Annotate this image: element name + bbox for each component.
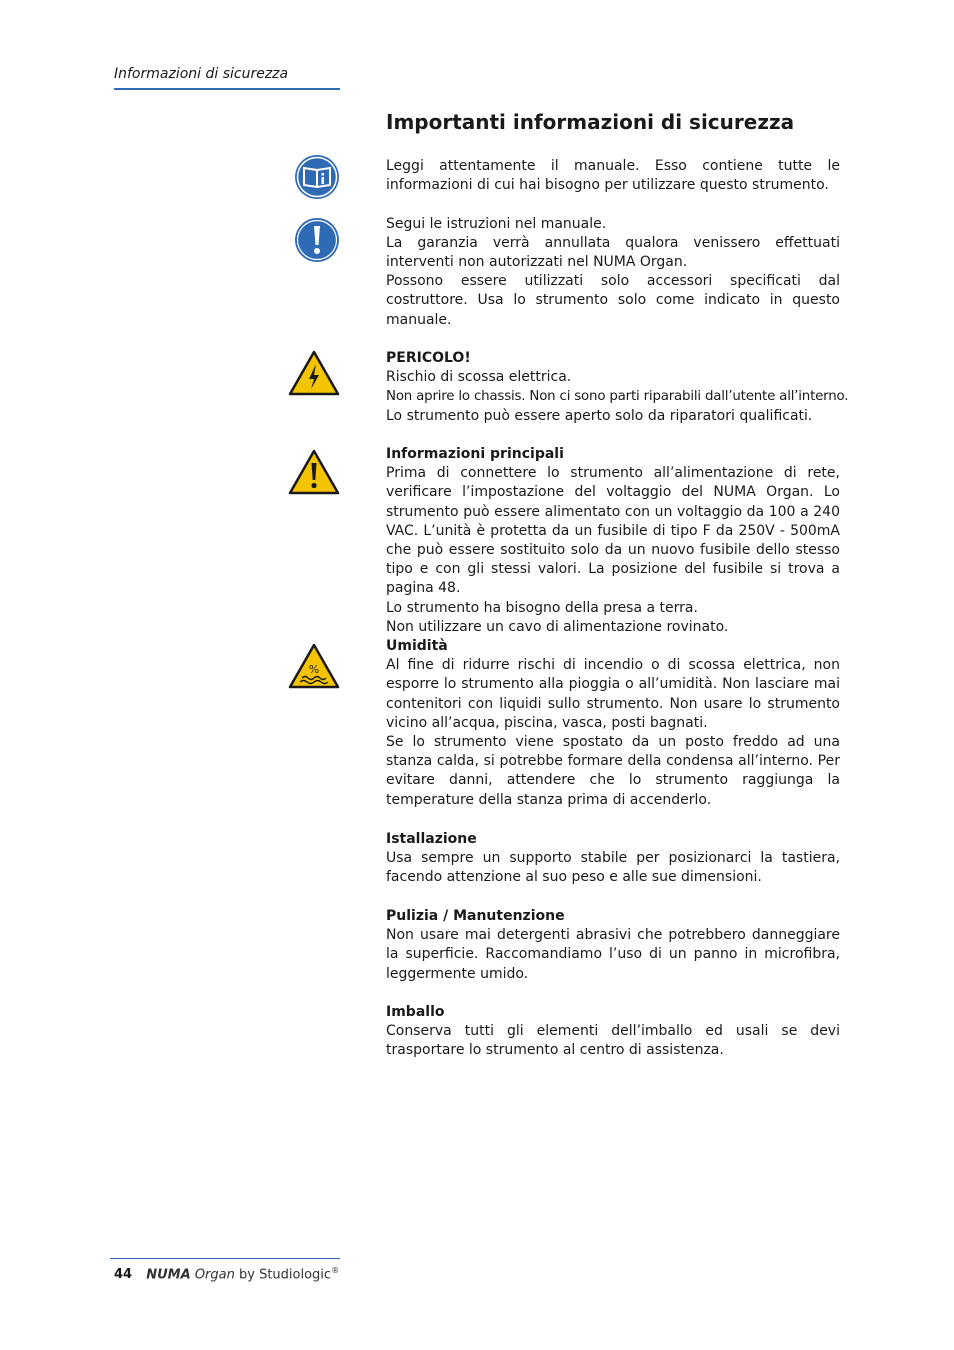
humidity-warning-icon bbox=[288, 643, 340, 689]
main-info-section bbox=[386, 445, 840, 637]
humidity-heading: Umidità bbox=[386, 638, 448, 654]
page-title: Importanti informazioni di sicurezza bbox=[386, 110, 795, 134]
cleaning-section bbox=[386, 907, 840, 984]
packaging-section bbox=[386, 1003, 840, 1061]
footer-divider bbox=[110, 1258, 340, 1259]
footer-by: by Studiologic bbox=[239, 1267, 332, 1283]
section-header: Informazioni di sicurezza bbox=[114, 66, 340, 90]
danger-line: Rischio di scossa elettrica. bbox=[386, 369, 572, 386]
intro-section bbox=[386, 157, 840, 330]
humidity-paragraph: Al fine di ridurre rischi di incendio o di scossa elettrica, non esporre lo strumento alla pioggia o all’umidità. Non lasciare mai contenitori con liquidi sullo strumento. Non usare lo strumento vicino all’acqua, piscina, vasca, posti bagnati. bbox=[386, 657, 840, 731]
danger-line: Non aprire lo chassis. Non ci sono parti riparabili dall’utente all’interno. bbox=[386, 389, 849, 405]
page-footer bbox=[114, 1266, 339, 1282]
main-info-paragraph: Lo strumento ha bisogno della presa a terra. bbox=[386, 599, 698, 616]
registered-mark: ® bbox=[331, 1266, 340, 1275]
humidity-paragraph: Se lo strumento viene spostato da un posto freddo ad una stanza calda, si potrebbe formare della condensa all’interno. Per evitare danni, attendere che lo strumento raggiunga la temperature della stanza prima di accenderlo. bbox=[386, 734, 840, 808]
electric-shock-warning-icon bbox=[288, 350, 340, 396]
intro-paragraph: La garanzia verrà annullata qualora venissero effettuati interventi non autorizzati nel NUMA Organ. bbox=[386, 234, 840, 270]
main-info-heading: Informazioni principali bbox=[386, 446, 564, 462]
packaging-paragraph: Conserva tutti gli elementi dell’imballo ed usali se devi trasportare lo strumento al centro di assistenza. bbox=[386, 1023, 840, 1059]
danger-line: Lo strumento può essere aperto solo da riparatori qualificati. bbox=[386, 407, 813, 424]
intro-paragraph: Segui le istruzioni nel manuale. bbox=[386, 215, 607, 232]
cleaning-heading: Pulizia / Manutenzione bbox=[386, 908, 565, 924]
cleaning-paragraph: Non usare mai detergenti abrasivi che potrebbero danneggiare la superficie. Raccomandiamo l’uso di un panno in microfibra, leggermente umido. bbox=[386, 927, 840, 982]
intro-paragraph: Leggi attentamente il manuale. Esso contiene tutte le informazioni di cui hai bisogno per utilizzare questo strumento. bbox=[386, 158, 840, 194]
footer-model: Organ bbox=[194, 1267, 235, 1283]
page-number: 44 bbox=[114, 1267, 133, 1283]
danger-section bbox=[386, 349, 849, 426]
danger-heading: PERICOLO! bbox=[386, 350, 471, 366]
humidity-section bbox=[386, 637, 840, 810]
main-info-paragraph: Non utilizzare un cavo di alimentazione rovinato. bbox=[386, 618, 729, 635]
intro-paragraph: Possono essere utilizzati solo accessori specificati dal costruttore. Usa lo strumento solo come indicato in questo manuale. bbox=[386, 273, 840, 328]
installation-heading: Istallazione bbox=[386, 831, 477, 847]
installation-paragraph: Usa sempre un supporto stabile per posizionarci la tastiera, facendo attenzione al suo peso e alle sue dimensioni. bbox=[386, 850, 840, 886]
humidity-percent-symbol: % bbox=[308, 663, 320, 676]
main-info-paragraph: Prima di connettere lo strumento all’alimentazione di rete, verificare l’impostazione del voltaggio del NUMA Organ. Lo strumento può essere alimentato con un voltaggio da 100 a 240 VAC. L’unità è protetta da un fusibile di tipo F da 250V - 500mA che può essere sostituito solo da un nuovo fusibile dello stesso tipo e con gli stessi valori. La posizione del fusibile si trova a pagina 48. bbox=[386, 465, 840, 597]
footer-brand: NUMA bbox=[146, 1267, 191, 1283]
installation-section bbox=[386, 830, 840, 888]
mandatory-exclamation-icon bbox=[294, 217, 340, 263]
manual-info-icon bbox=[294, 154, 340, 200]
general-warning-icon bbox=[288, 449, 340, 495]
packaging-heading: Imballo bbox=[386, 1004, 445, 1020]
